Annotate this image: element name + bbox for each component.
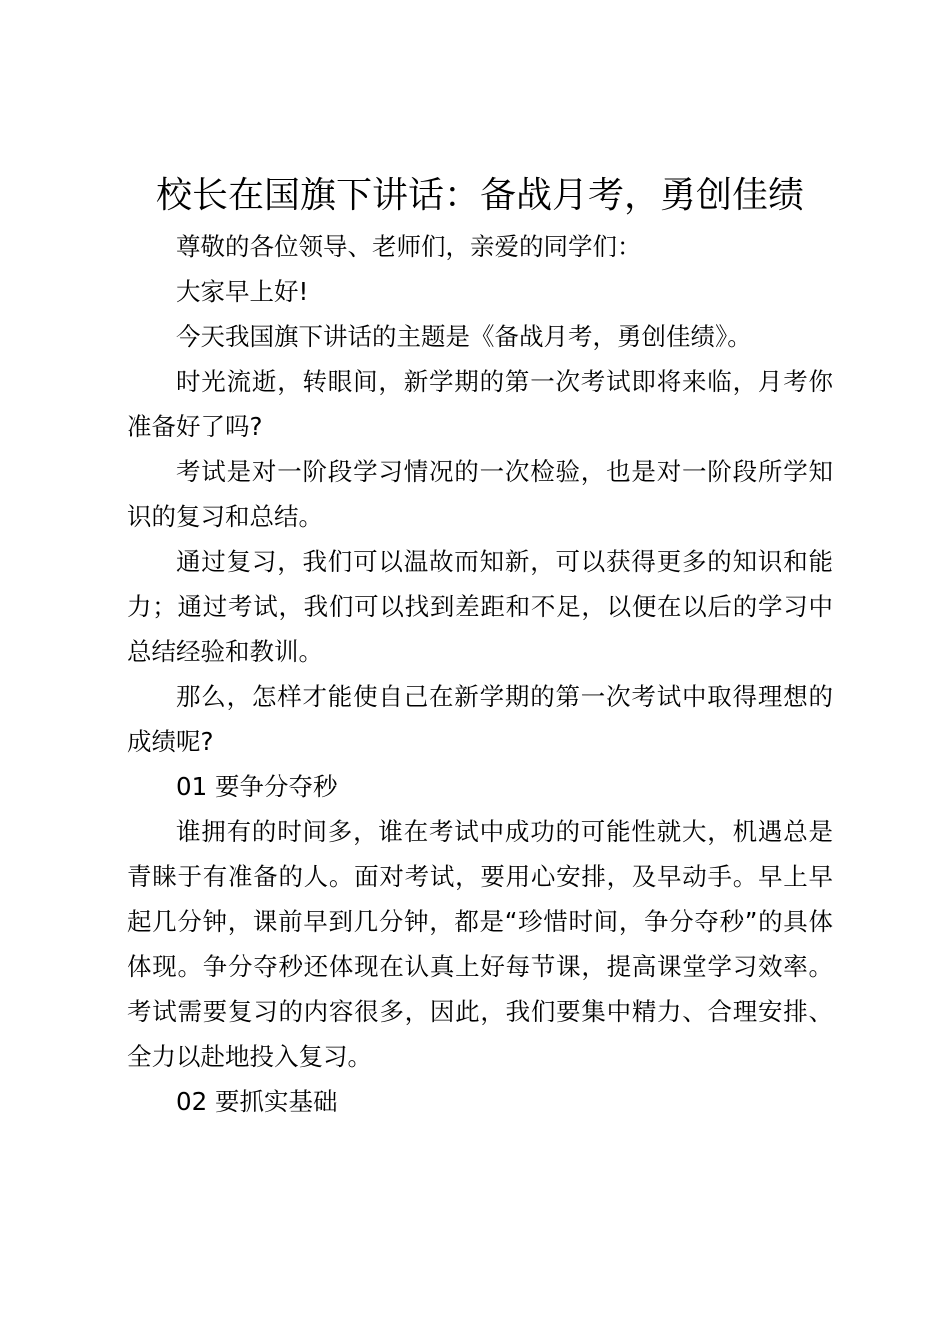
paragraph-topic: 今天我国旗下讲话的主题是《备战月考，勇创佳绩》。 bbox=[176, 322, 752, 351]
paragraph-time: 谁拥有的时间多，谁在考试中成功的可能性就大，机遇总是青睐于有准备的人。面对考试，要用心安排，及早动手。早上早起几分钟，课前早到几分钟，都是“珍惜时间，争分夺秒”的具体体现。争分夺秒还体现在认真上好每节课，提高课堂学习效率。考试需要复习的内容很多，因此，我们要集中精力、合理安排、全力以赴地投入复习。 bbox=[127, 817, 833, 1071]
paragraph-exam-purpose: 考试是对一阶段学习情况的一次检验，也是对一阶段所学知识的复习和总结。 bbox=[127, 457, 833, 531]
document-page bbox=[127, 168, 833, 1124]
paragraph-review: 通过复习，我们可以温故而知新，可以获得更多的知识和能力；通过考试，我们可以找到差距和不足，以便在以后的学习中总结经验和教训。 bbox=[127, 547, 833, 666]
paragraph-greeting: 尊敬的各位领导、老师们，亲爱的同学们： bbox=[176, 232, 642, 261]
paragraph-good-morning: 大家早上好! bbox=[176, 277, 309, 306]
paragraph-question: 那么，怎样才能使自己在新学期的第一次考试中取得理想的成绩呢? bbox=[127, 682, 833, 756]
section-heading-01: 01 要争分夺秒 bbox=[176, 772, 338, 801]
paragraph-exam-coming: 时光流逝，转眼间，新学期的第一次考试即将来临，月考你准备好了吗? bbox=[127, 367, 833, 441]
section-heading-02: 02 要抓实基础 bbox=[176, 1087, 338, 1116]
document-title: 校长在国旗下讲话：备战月考，勇创佳绩 bbox=[155, 175, 804, 216]
